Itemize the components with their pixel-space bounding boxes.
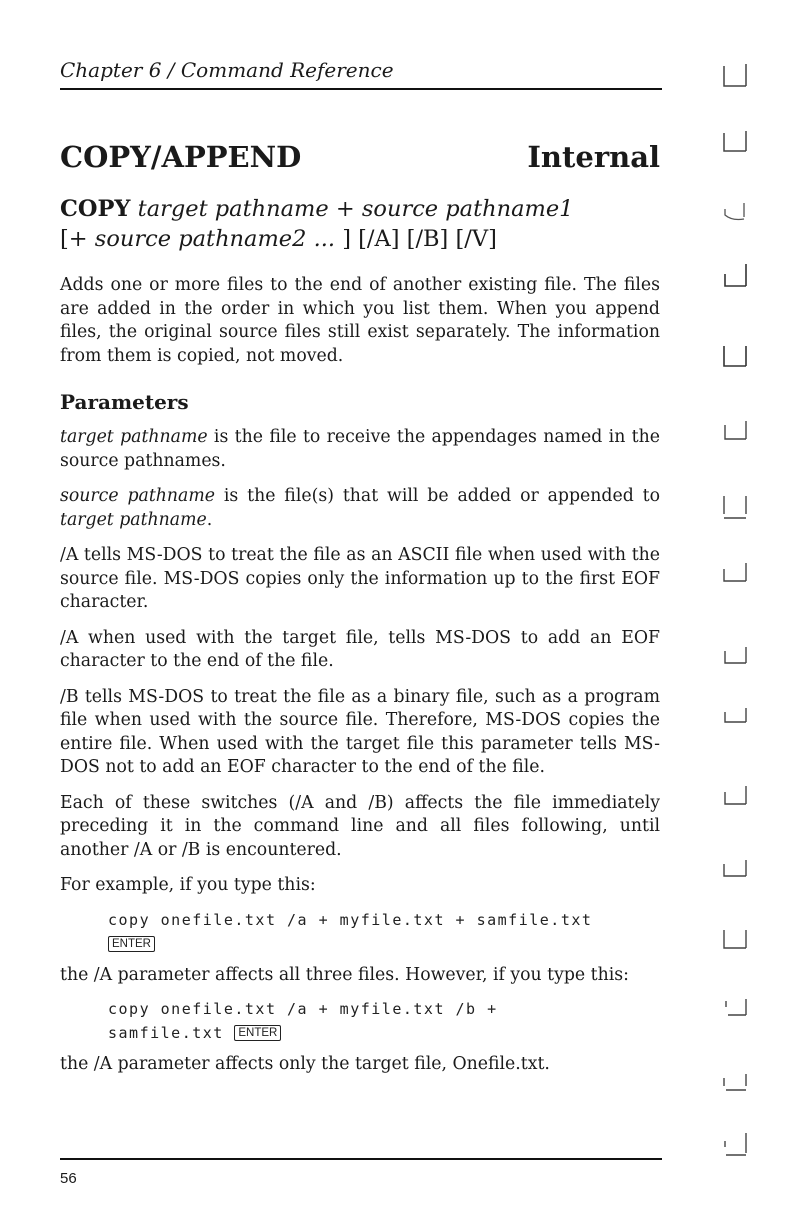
binding-hole-mark	[722, 338, 750, 370]
binding-hole-mark	[722, 1125, 750, 1157]
example-1-result: the /A parameter affects all three files. However, if you type this:	[60, 964, 629, 985]
page-number: 56	[60, 1170, 77, 1187]
example-1-line: copy onefile.txt /a + myfile.txt + samfile.txt	[108, 910, 593, 929]
binding-hole-mark	[722, 850, 750, 882]
syntax-command: COPY	[60, 196, 131, 222]
binding-hole-mark	[722, 1060, 750, 1092]
binding-hole-mark	[722, 985, 750, 1017]
param-source	[60, 485, 660, 532]
param-a-target: /A when used with the target file, tells MS-DOS to add an EOF character to the end of the file.	[60, 627, 660, 671]
binding-hole-mark	[722, 700, 750, 732]
param-source-end: .	[206, 509, 213, 530]
syntax-switches: ] [/A] [/B] [/V]	[335, 226, 497, 252]
entry-description: Adds one or more files to the end of another existing file. The files are added in the order in which you list them. When you append files, the original source files still exist separately. The information from them is copied, not moved.	[60, 275, 660, 366]
header-rule	[60, 88, 662, 90]
binding-hole-mark	[722, 555, 750, 587]
example-2-result: the /A parameter affects only the target file, Onefile.txt.	[60, 1054, 550, 1074]
binding-hole-mark	[722, 920, 750, 952]
example-2-line2: samfile.txt	[108, 1024, 235, 1042]
page-content	[60, 140, 660, 1077]
entry-title-row	[60, 140, 660, 184]
example-1-code	[108, 908, 660, 956]
enter-key: ENTER	[108, 936, 155, 952]
command-syntax	[60, 194, 660, 254]
binding-hole-mark	[722, 260, 750, 292]
enter-key: ENTER	[234, 1025, 281, 1041]
binding-hole-mark	[722, 195, 750, 227]
parameters-heading: Parameters	[60, 390, 189, 414]
binding-hole-mark	[722, 125, 750, 157]
binding-hole-mark	[722, 780, 750, 812]
binding-hole-mark	[722, 490, 750, 522]
param-target-term: target pathname	[60, 427, 208, 447]
param-source-term2: target pathname	[60, 509, 207, 530]
param-b: /B tells MS-DOS to treat the file as a binary file, such as a program file when used with the source file. Therefore, MS-DOS copies the entire file. When used with the target file this parameter tells MS-DOS not to add an EOF character to the end of the file.	[60, 686, 660, 777]
running-head: Chapter 6 / Command Reference	[60, 58, 394, 82]
switches-note: Each of these switches (/A and /B) affects the file immediately preceding it in the command line and all files following, until another /A or /B is encountered.	[60, 792, 660, 860]
binding-marks	[722, 60, 762, 1160]
param-a-source: /A tells MS-DOS to treat the file as an ASCII file when used with the source file. MS-DOS copies only the information up to the first EOF character.	[60, 545, 660, 612]
syntax-source2: source pathname2 ...	[94, 226, 336, 252]
entry-title: COPY/APPEND	[60, 140, 302, 174]
entry-type: Internal	[527, 140, 660, 174]
param-source-text: is the file(s) that will be added or appended to	[214, 486, 660, 506]
binding-hole-mark	[722, 635, 750, 667]
syntax-plus: +	[328, 196, 362, 222]
binding-hole-mark	[722, 60, 750, 92]
footer-rule	[60, 1158, 662, 1160]
syntax-target: target pathname	[137, 196, 329, 222]
example-intro: For example, if you type this:	[60, 875, 316, 895]
param-target	[60, 426, 660, 473]
example-2-line1: copy onefile.txt /a + myfile.txt /b +	[108, 1000, 498, 1018]
param-source-term: source pathname	[60, 486, 215, 506]
example-2-code	[108, 997, 660, 1045]
param-target-text: is the file to receive the appendages named in the source pathnames.	[60, 427, 660, 471]
syntax-source1: source pathname1	[361, 196, 574, 222]
syntax-bracket-open: [+	[60, 226, 95, 252]
binding-hole-mark	[722, 415, 750, 447]
